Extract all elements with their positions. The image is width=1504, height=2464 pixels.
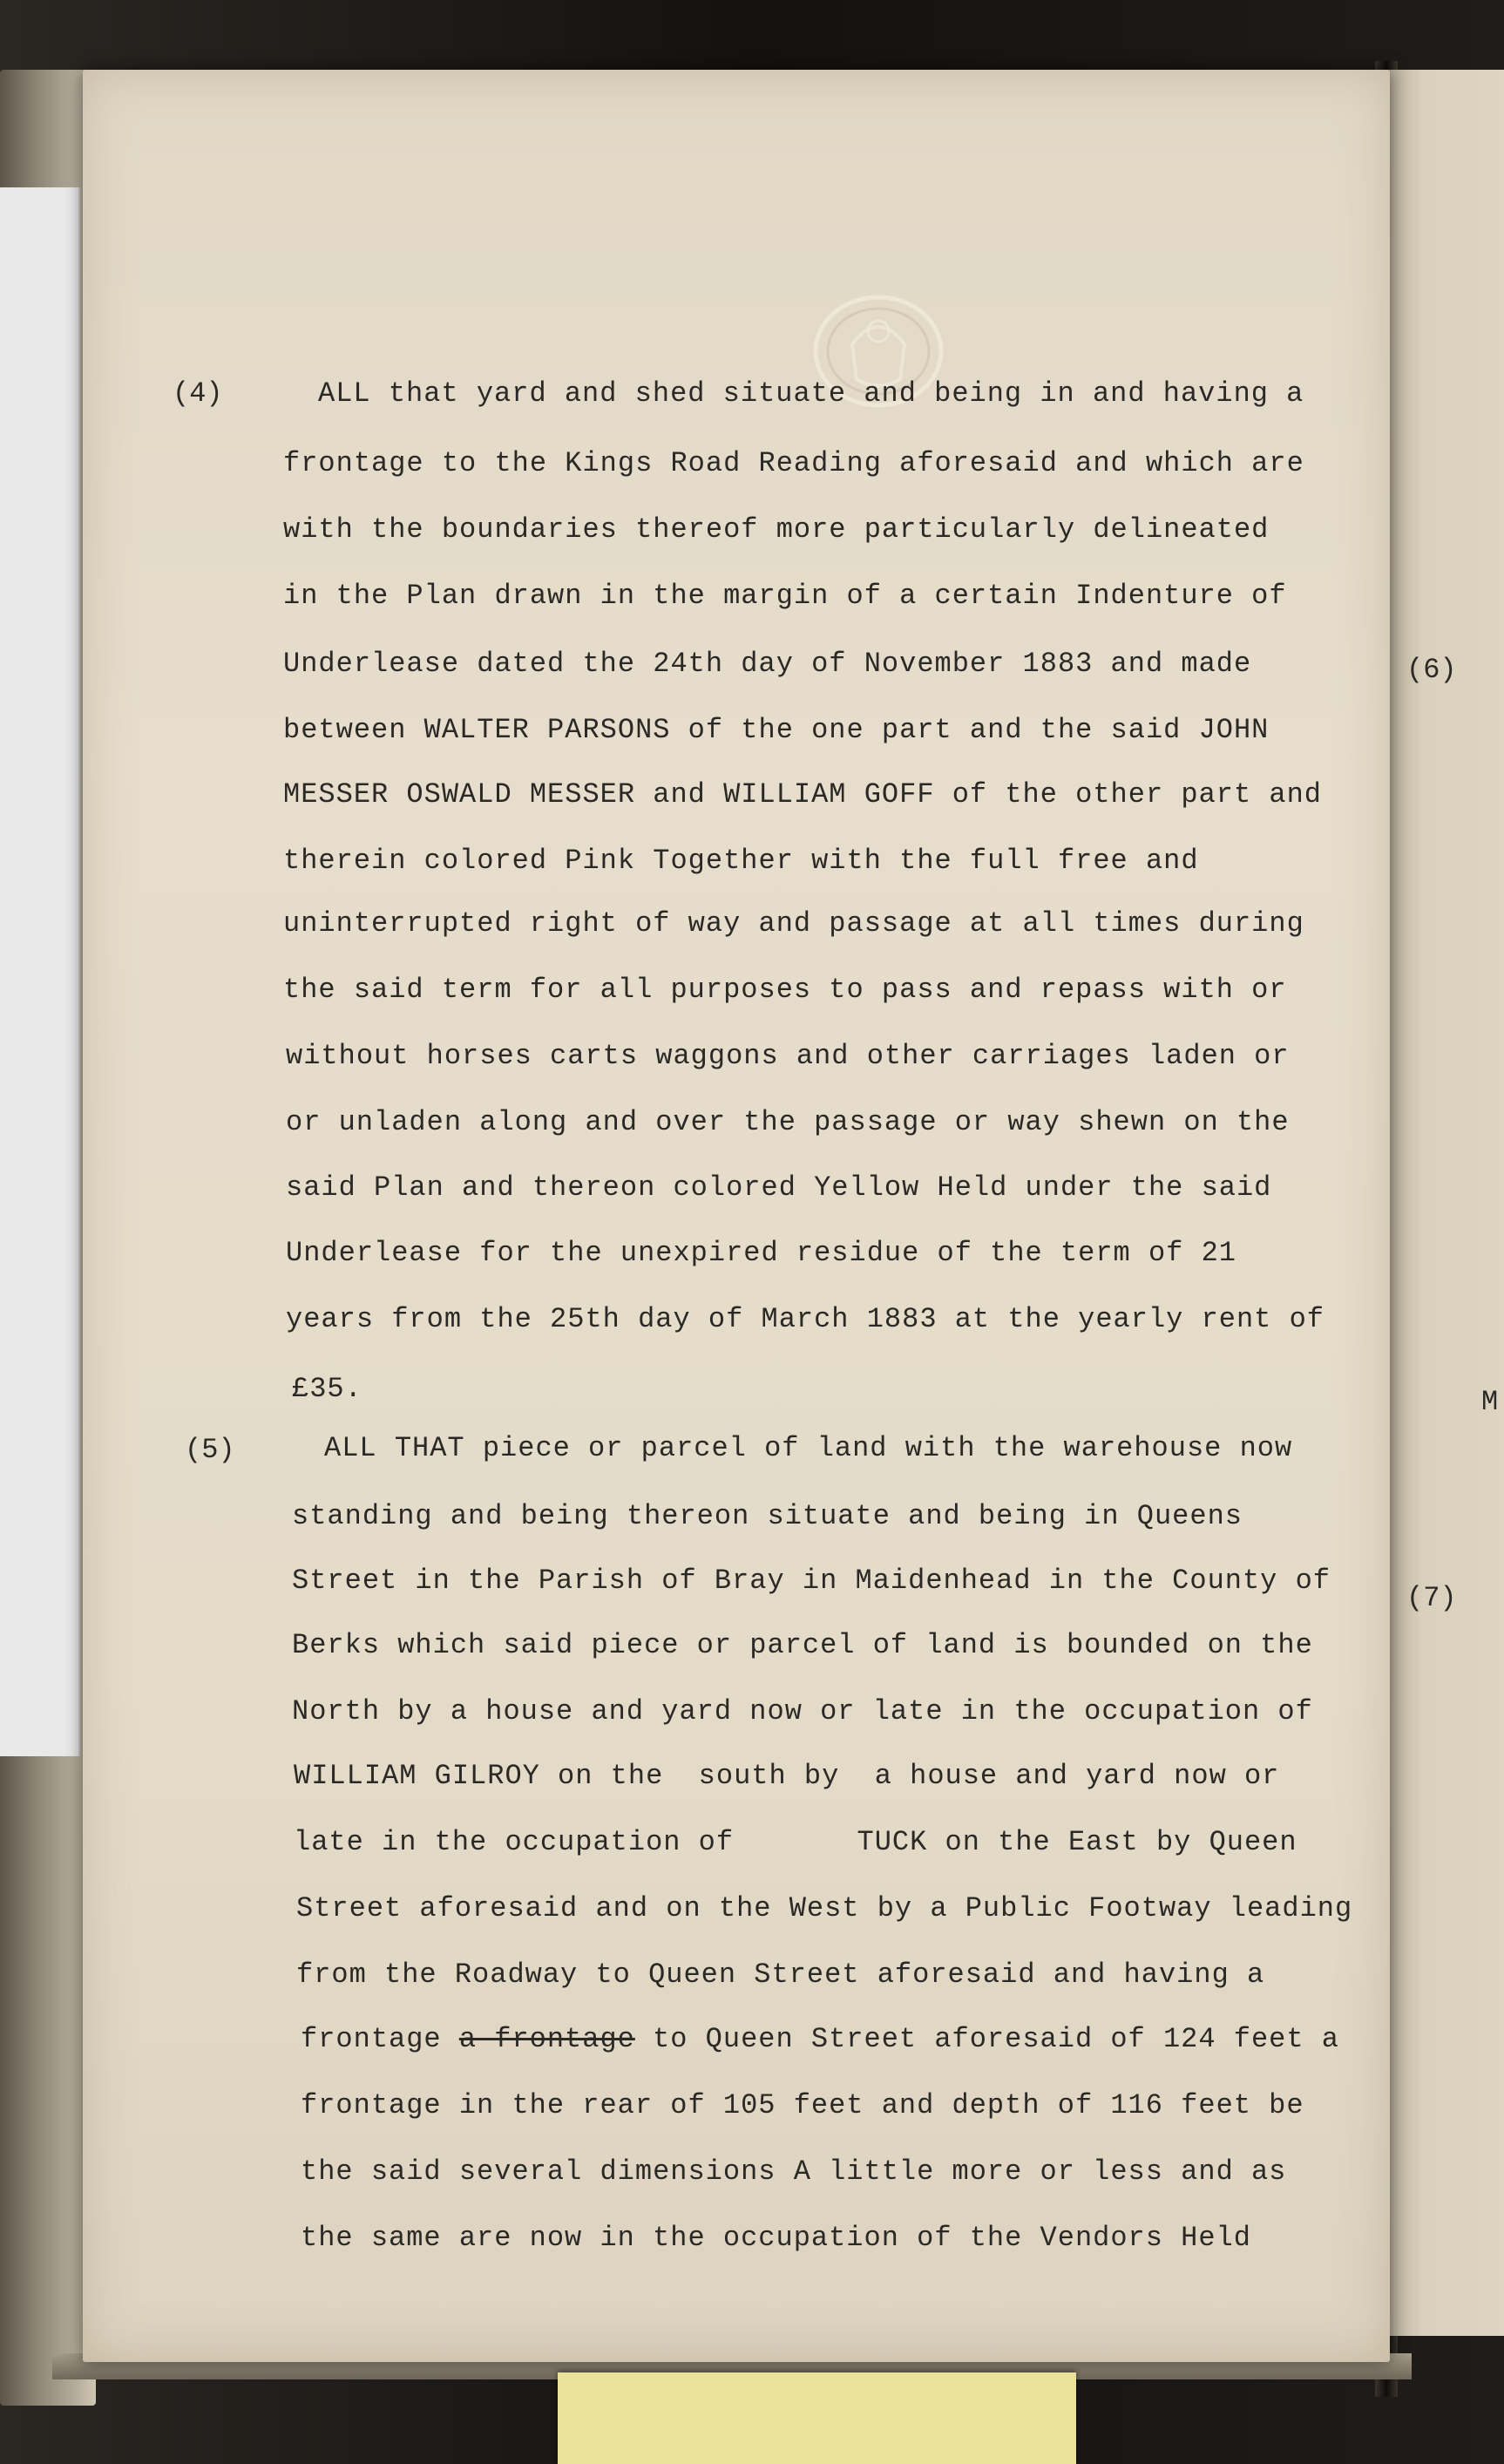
clause-4-line-8: therein colored Pink Together with the full free and <box>283 845 1199 877</box>
clause-4-line-9: uninterrupted right of way and passage at all times during <box>283 907 1304 940</box>
clause-5-line-13: the same are now in the occupation of the Vendors Held <box>301 2222 1251 2254</box>
clause-5-line-9: from the Roadway to Queen Street aforesaid and having a <box>296 1958 1265 1991</box>
clause-5-line-5: North by a house and yard now or late in the occupation of <box>292 1695 1313 1728</box>
line-10-before: frontage <box>301 2023 459 2055</box>
next-page-edge <box>1387 70 1504 2336</box>
clause-5-line-12: the said several dimensions A little more or less and as <box>301 2155 1287 2188</box>
clause-4-line-3: with the boundaries thereof more particularly delineated <box>283 513 1270 546</box>
yellow-sticky-note <box>558 2372 1076 2464</box>
clause-4-line-13: said Plan and thereon colored Yellow Held under the said <box>286 1171 1272 1204</box>
side-clause-number-7: (7) <box>1406 1582 1457 1614</box>
clause-5-line-10 <box>301 2022 1339 2057</box>
clause-5-line-3: Street in the Parish of Bray in Maidenhead in the County of <box>292 1565 1331 1597</box>
line-10-after: to Queen Street aforesaid of 124 feet a <box>634 2023 1339 2055</box>
clause-4-line-5: Underlease dated the 24th day of November 1883 and made <box>283 648 1252 680</box>
clause-4-line-12: or unladen along and over the passage or way shewn on the <box>286 1106 1290 1138</box>
clause-4-line-1: ALL that yard and shed situate and being in and having a <box>318 377 1304 410</box>
clause-4-line-6: between WALTER PARSONS of the one part and the said JOHN <box>283 714 1270 746</box>
clause-5-line-2: standing and being thereon situate and being in Queens <box>292 1500 1243 1532</box>
clause-5-line-8: Street aforesaid and on the West by a Public Footway leading <box>296 1892 1353 1924</box>
clause-number-4: (4) <box>173 377 223 410</box>
side-clause-number-6: (6) <box>1406 654 1457 686</box>
clause-4-line-10: the said term for all purposes to pass and repass with or <box>283 974 1287 1006</box>
clause-5-line-11: frontage in the rear of 105 feet and depth of 116 feet be <box>301 2089 1304 2121</box>
clause-4-line-15: years from the 25th day of March 1883 at the yearly rent of <box>286 1303 1324 1335</box>
clause-5-line-4: Berks which said piece or parcel of land is bounded on the <box>292 1629 1313 1661</box>
clause-4-line-2: frontage to the Kings Road Reading aforesaid and which are <box>283 447 1304 479</box>
document-page <box>83 70 1390 2362</box>
clause-number-5: (5) <box>185 1434 235 1466</box>
clause-4-line-11: without horses carts waggons and other carriages laden or <box>286 1040 1290 1072</box>
clause-5-line-7: late in the occupation of TUCK on the East by Queen <box>294 1826 1297 1858</box>
clause-5-line-6: WILLIAM GILROY on the south by a house and yard now or <box>294 1760 1280 1792</box>
clause-4-line-14: Underlease for the unexpired residue of the term of 21 <box>286 1237 1236 1269</box>
clause-5-line-1: ALL THAT piece or parcel of land with the warehouse now <box>324 1432 1293 1464</box>
side-edge-letter: M <box>1481 1386 1499 1418</box>
clause-4-line-16: £35. <box>292 1373 362 1405</box>
clause-4-line-7: MESSER OSWALD MESSER and WILLIAM GOFF of the other part and <box>283 778 1322 811</box>
inserted-white-sheet <box>0 187 80 1756</box>
struck-through-text: a frontage <box>458 2023 635 2055</box>
clause-4-line-4: in the Plan drawn in the margin of a certain Indenture of <box>283 580 1287 612</box>
